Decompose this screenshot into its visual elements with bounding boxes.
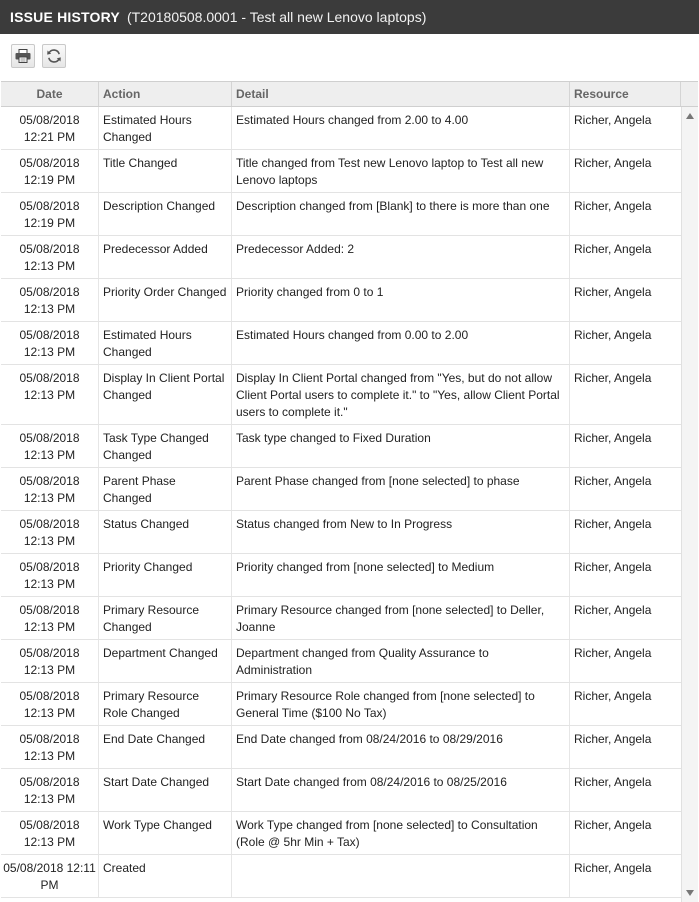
page-subtitle: (T20180508.0001 - Test all new Lenovo laptops)	[126, 9, 427, 25]
detail-cell: Start Date changed from 08/24/2016 to 08/25/2016	[232, 769, 570, 811]
date-cell: 05/08/2018 12:13 PM	[1, 236, 99, 278]
date-cell: 05/08/2018 12:13 PM	[1, 554, 99, 596]
resource-cell: Richer, Angela	[574, 431, 652, 445]
table-row[interactable]	[1, 640, 681, 683]
resource-cell: Richer, Angela	[574, 818, 652, 832]
resource-cell: Richer, Angela	[574, 285, 652, 299]
detail-cell: Description changed from [Blank] to there is more than one	[232, 193, 570, 235]
column-header-detail[interactable]: Detail	[232, 82, 570, 106]
scroll-up-arrow-icon[interactable]	[686, 113, 694, 119]
resource-cell: Richer, Angela	[574, 560, 652, 574]
resource-cell: Richer, Angela	[574, 371, 652, 385]
detail-cell: Parent Phase changed from [none selected] to phase	[232, 468, 570, 510]
date-cell: 05/08/2018 12:21 PM	[1, 107, 99, 149]
action-cell: Primary Resource Role Changed	[99, 683, 232, 725]
table-row[interactable]	[1, 855, 681, 898]
table-row[interactable]	[1, 236, 681, 279]
date-cell: 05/08/2018 12:13 PM	[1, 812, 99, 854]
detail-cell: Priority changed from 0 to 1	[232, 279, 570, 321]
detail-cell: Predecessor Added: 2	[232, 236, 570, 278]
resource-cell: Richer, Angela	[574, 861, 652, 875]
date-cell: 05/08/2018 12:13 PM	[1, 279, 99, 321]
detail-cell: Estimated Hours changed from 2.00 to 4.00	[232, 107, 570, 149]
table-row[interactable]	[1, 150, 681, 193]
resource-cell: Richer, Angela	[574, 242, 652, 256]
date-cell: 05/08/2018 12:13 PM	[1, 683, 99, 725]
action-cell: Predecessor Added	[99, 236, 232, 278]
detail-cell	[232, 855, 570, 897]
action-cell: End Date Changed	[99, 726, 232, 768]
date-cell: 05/08/2018 12:13 PM	[1, 597, 99, 639]
table-row[interactable]	[1, 468, 681, 511]
table-body	[1, 107, 681, 902]
date-cell: 05/08/2018 12:13 PM	[1, 468, 99, 510]
table-row[interactable]	[1, 511, 681, 554]
resource-cell: Richer, Angela	[574, 603, 652, 617]
table-row[interactable]	[1, 812, 681, 855]
detail-cell: Status changed from New to In Progress	[232, 511, 570, 553]
date-cell: 05/08/2018 12:13 PM	[1, 769, 99, 811]
print-button[interactable]	[11, 44, 35, 68]
date-cell: 05/08/2018 12:13 PM	[1, 365, 99, 424]
detail-cell: Display In Client Portal changed from "Yes, but do not allow Client Portal users to complete it." to "Yes, allow Client Portal users to complete it."	[232, 365, 570, 424]
resource-cell: Richer, Angela	[574, 328, 652, 342]
date-cell: 05/08/2018 12:11 PM	[1, 855, 99, 897]
column-header-resource[interactable]: Resource	[570, 82, 681, 106]
table-row[interactable]	[1, 769, 681, 812]
table-row[interactable]	[1, 425, 681, 468]
detail-cell: Title changed from Test new Lenovo laptop to Test all new Lenovo laptops	[232, 150, 570, 192]
date-cell: 05/08/2018 12:13 PM	[1, 726, 99, 768]
table-header	[1, 82, 698, 107]
toolbar	[0, 34, 699, 80]
action-cell: Department Changed	[99, 640, 232, 682]
vertical-scrollbar[interactable]	[681, 107, 698, 902]
action-cell: Display In Client Portal Changed	[99, 365, 232, 424]
detail-cell: Department changed from Quality Assurance to Administration	[232, 640, 570, 682]
resource-cell: Richer, Angela	[574, 689, 652, 703]
date-cell: 05/08/2018 12:19 PM	[1, 150, 99, 192]
resource-cell: Richer, Angela	[574, 517, 652, 531]
resource-cell: Richer, Angela	[574, 775, 652, 789]
detail-cell: Task type changed to Fixed Duration	[232, 425, 570, 467]
refresh-icon	[46, 48, 62, 64]
action-cell: Description Changed	[99, 193, 232, 235]
action-cell: Created	[99, 855, 232, 897]
refresh-button[interactable]	[42, 44, 66, 68]
scroll-down-arrow-icon[interactable]	[686, 890, 694, 896]
detail-cell: Estimated Hours changed from 0.00 to 2.00	[232, 322, 570, 364]
date-cell: 05/08/2018 12:13 PM	[1, 511, 99, 553]
table-row[interactable]	[1, 193, 681, 236]
column-header-action[interactable]: Action	[99, 82, 232, 106]
resource-cell: Richer, Angela	[574, 474, 652, 488]
action-cell: Work Type Changed	[99, 812, 232, 854]
resource-cell: Richer, Angela	[574, 156, 652, 170]
action-cell: Task Type Changed Changed	[99, 425, 232, 467]
action-cell: Start Date Changed	[99, 769, 232, 811]
resource-cell: Richer, Angela	[574, 732, 652, 746]
table-row[interactable]	[1, 107, 681, 150]
action-cell: Title Changed	[99, 150, 232, 192]
title-bar	[0, 0, 699, 34]
date-cell: 05/08/2018 12:19 PM	[1, 193, 99, 235]
table-row[interactable]	[1, 322, 681, 365]
action-cell: Estimated Hours Changed	[99, 107, 232, 149]
date-cell: 05/08/2018 12:13 PM	[1, 322, 99, 364]
table-row[interactable]	[1, 279, 681, 322]
detail-cell: End Date changed from 08/24/2016 to 08/29/2016	[232, 726, 570, 768]
print-icon	[15, 49, 31, 63]
table-row[interactable]	[1, 365, 681, 425]
column-header-date[interactable]: Date	[1, 82, 99, 106]
resource-cell: Richer, Angela	[574, 113, 652, 127]
table-row[interactable]	[1, 597, 681, 640]
detail-cell: Work Type changed from [none selected] to Consultation (Role @ 5hr Min + Tax)	[232, 812, 570, 854]
table-row[interactable]	[1, 554, 681, 597]
action-cell: Status Changed	[99, 511, 232, 553]
page-title: ISSUE HISTORY	[10, 9, 120, 25]
action-cell: Primary Resource Changed	[99, 597, 232, 639]
detail-cell: Primary Resource changed from [none selected] to Deller, Joanne	[232, 597, 570, 639]
action-cell: Priority Order Changed	[99, 279, 232, 321]
date-cell: 05/08/2018 12:13 PM	[1, 640, 99, 682]
history-table	[1, 81, 698, 902]
detail-cell: Primary Resource Role changed from [none selected] to General Time ($100 No Tax)	[232, 683, 570, 725]
header-filler	[681, 82, 698, 106]
resource-cell: Richer, Angela	[574, 199, 652, 213]
action-cell: Priority Changed	[99, 554, 232, 596]
table-row[interactable]	[1, 683, 681, 726]
action-cell: Estimated Hours Changed	[99, 322, 232, 364]
table-row[interactable]	[1, 726, 681, 769]
resource-cell: Richer, Angela	[574, 646, 652, 660]
action-cell: Parent Phase Changed	[99, 468, 232, 510]
detail-cell: Priority changed from [none selected] to Medium	[232, 554, 570, 596]
date-cell: 05/08/2018 12:13 PM	[1, 425, 99, 467]
